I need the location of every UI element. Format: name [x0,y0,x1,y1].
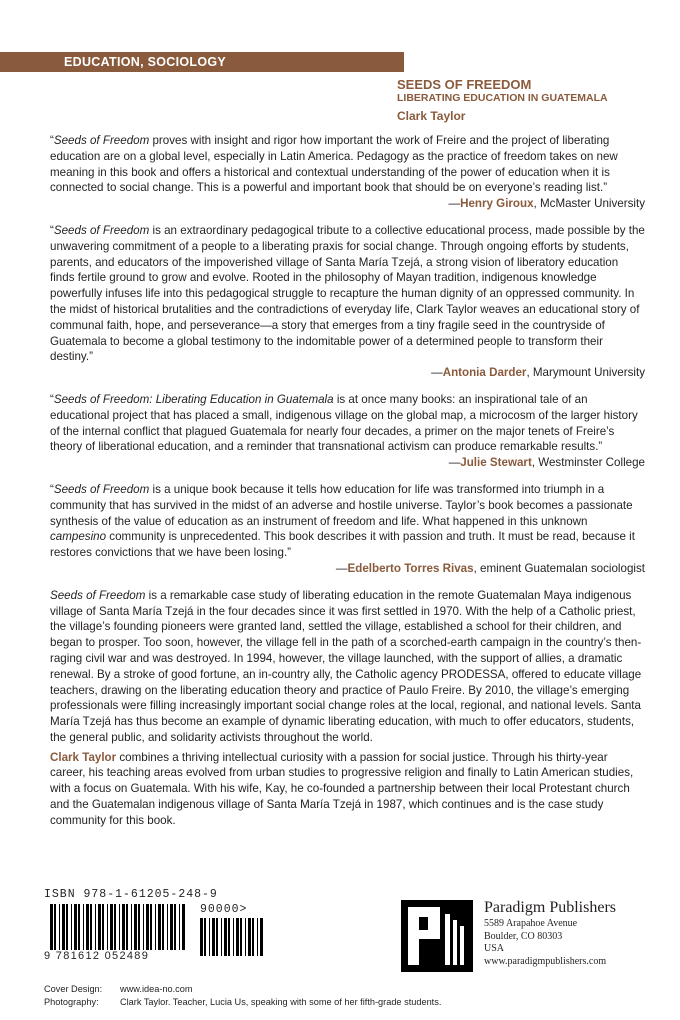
endorsement-quote: “Seeds of Freedom proves with insight and rigor how important the work of Freire and the project of liberating education are on a global level, especially in Latin America. Pedagogy as the practice of freedom takes on new meaning in this book and offers a historical and contextual understanding of the power of education when it is connected to social change. This is a powerful and important book that should be on everyone’s reading list.” [50,134,618,195]
publisher-country: USA [484,943,505,954]
author-bio [50,750,645,829]
endorsement-quote: “Seeds of Freedom is an extraordinary pedagogical tribute to a collective educational process, made possible by the unwavering commitment of a people to a liberating praxis for social change. Through ongoing efforts by students, parents, and educators of the impoverished village of Santa María Tzejá, a strong vision of liberatory education finds fertile ground to grow and evolve. Rooted in the philosophy of Mayan tradition, indigenous knowledge powerfully infuses life into this pedagogical struggle to recapture the human dignity of an oppressed community. In the midst of historical brutalities and the contradictions of everyday life, Clark Taylor weaves an educational story of communal faith, hope, and perseverance—a story that emerges from a tiny fragile seed in the countryside of Guatemala to become a global testimony to the indomitable power of a determined people to transform their destiny.” [50,223,645,364]
endorsement-quote: “Seeds of Freedom: Liberating Education in Guatemala is at once many books: an inspirational tale of an educational project that has placed a small, indigenous village on the global map, a microcosm of the larger history of the internal conflict that plagued Guatemala for nearly four decades, a primer on the major tenets of Freire’s theory of liberational education, and a reminder that transnational activism can produce remarkable results.” [50,392,638,454]
book-title: SEEDS OF FREEDOM [397,77,532,92]
credit-design-value: www.idea-no.com [120,984,193,994]
isbn-label: ISBN 978-1-61205-248-9 [44,888,218,901]
title-block [397,77,667,125]
quote-text: proves with insight and rigor how important the work of Freire and the project of liberating education are on a global level, especially in Latin America. Pedagogy as the practice of freedom takes on new meaning in this book and offers a historical and contextual understanding of the power of education when it is connected to social change. This is a powerful and important book that should be on everyone’s reading list.” [50,134,618,195]
bio-text: combines a thriving intellectual curiosity with a passion for social justice. Through his thirty-year career, his teaching areas evolved from urban studies to progressive religion and finally to Latin American studies, with a focus on Guatemala. With his wife, Kay, he co-founded a partnership between their local Protestant church and the Guatemalan indigenous village of Santa María Tzejá in 1987, which continues and is the case study community for this book. [50,750,634,827]
credits [44,983,441,1009]
quote-italic-word: campesino [50,530,107,544]
publisher-website: www.paradigmpublishers.com [484,955,607,967]
quote-text: community is unprecedented. This book describes it with passion and truth. It must be read, because it restores convictions that we have been losing.” [50,530,635,560]
quote-book-title: Seeds of Freedom [53,482,150,496]
publisher-logo [401,900,473,972]
endorser-name: Edelberto Torres Rivas [347,561,474,575]
back-cover-text [50,133,645,829]
description-book-title: Seeds of Freedom [50,588,146,602]
endorsement-attribution: —Henry Giroux, McMaster University [448,197,645,211]
book-author: Clark Taylor [397,109,466,123]
quote-book-title: Seeds of Freedom [53,223,150,237]
endorser-affiliation: , McMaster University [533,197,645,211]
credit-design [44,983,441,996]
credit-photo-label: Photography: [44,997,99,1007]
endorsement-attribution: —Antonia Darder, Marymount University [431,366,645,380]
credit-design-label: Cover Design: [44,984,103,994]
endorser-affiliation: , eminent Guatemalan sociologist [473,561,645,575]
category-banner [0,52,404,72]
category-label: EDUCATION, SOCIOLOGY [64,55,227,69]
endorser-affiliation: , Marymount University [526,366,645,380]
quote-book-title: Seeds of Freedom: Liberating Education in Guatemala [53,392,334,406]
description-text: is a remarkable case study of liberating education in the remote Guatemalan Maya indigenous village of Santa María Tzejá in the four decades since it was first settled in 1970. With the help of a Catholic priest, the village’s founding pioneers were granted land, settled the village, established a school for their children, and began to prosper. Too soon, however, the village fell in the path of a scorched-earth campaign in the country’s then-raging civil war and was destroyed. In 1994, however, the village launched, with the support of allies, a dramatic renewal. By a stroke of good fortune, an in-country ally, the Catholic agency PRODESSA, offered to educate village teachers, drawing on the liberating education theory and practice of Paulo Freire. By 2010, the village’s emerging professionals were filling increasingly important social change roles at the local, regional, and national levels. Santa María Tzejá has thus become an example of dynamic liberating education, with much to offer educators, students, the general public, and solidarity activists throughout the world. [50,588,642,744]
price-addon-bars [200,918,263,956]
quote-text: is at once many books: an inspirational tale of an educational project that has placed a small, indigenous village on the global map, a microcosm of the larger history of the internal conflict that plagued Guatemala for nearly four decades, a primer on the major tenets of Freire’s theory of liberational education, and a reminder that transnational activism can produce remarkable results.” [50,392,638,454]
bio-author-name: Clark Taylor [50,750,117,764]
endorser-name: Henry Giroux [460,197,534,211]
publisher-address-city: Boulder, CO 80303 [484,930,563,942]
quote-book-title: Seeds of Freedom [53,134,150,147]
endorsement-quote: “Seeds of Freedom is a unique book because it tells how education for life was transformed into triumph in a community that has survived in the midst of an adverse and hostile universe. Taylor’s book becomes a passionate synthesis of the value of education as an instrument of freedom and life. What happened in this unknown campesino community is unprecedented. This book describes it with passion and truth. It must be read, because it restores convictions that we have been losing.” [50,482,635,560]
endorser-affiliation: , Westminster College [531,456,645,470]
price-code-label: 90000> [200,903,248,916]
publisher-address-street: 5589 Arapahoe Avenue [484,918,578,929]
publisher-info [484,898,616,968]
book-subtitle: LIBERATING EDUCATION IN GUATEMALA [397,92,608,104]
endorser-name: Antonia Darder [442,366,527,380]
publisher-name: Paradigm Publishers [484,899,616,916]
endorsement-attribution: —Edelberto Torres Rivas, eminent Guatemalan sociologist [335,561,645,575]
ean-bars [50,904,185,950]
quote-text: is an extraordinary pedagogical tribute to a collective educational process, made possible by the unwavering commitment of a people to a liberating praxis for social change. Through ongoing efforts by students, parents, and educators of the impoverished village of Santa María Tzejá, a strong vision of liberatory education finds fertile ground to grow and evolve. Rooted in the philosophy of Mayan tradition, indigenous knowledge powerfully infuses life into this pedagogical struggle to recapture the human dignity of an oppressed community. In the midst of historical brutalities and the contradictions of everyday life, Clark Taylor weaves an educational story of communal faith, hope, and perseverance—a story that emerges from a tiny fragile seed in the countryside of Guatemala to become a global testimony to the indomitable power of a determined people to transform their destiny.” [50,223,645,364]
ean-digits: 9 781612 052489 [44,950,150,962]
endorsement-attribution: —Julie Stewart, Westminster College [448,456,645,470]
endorser-name: Julie Stewart [460,456,532,470]
credit-photo [44,996,441,1009]
credit-photo-value: Clark Taylor. Teacher, Lucia Us, speaking with some of her fifth-grade students. [120,997,442,1007]
quote-text: is a unique book because it tells how education for life was transformed into triumph in a community that has survived in the midst of an adverse and hostile universe. Taylor’s book becomes a passionate synthesis of the value of education as an instrument of freedom and life. What happened in this unknown [50,482,633,528]
book-description [50,588,645,746]
